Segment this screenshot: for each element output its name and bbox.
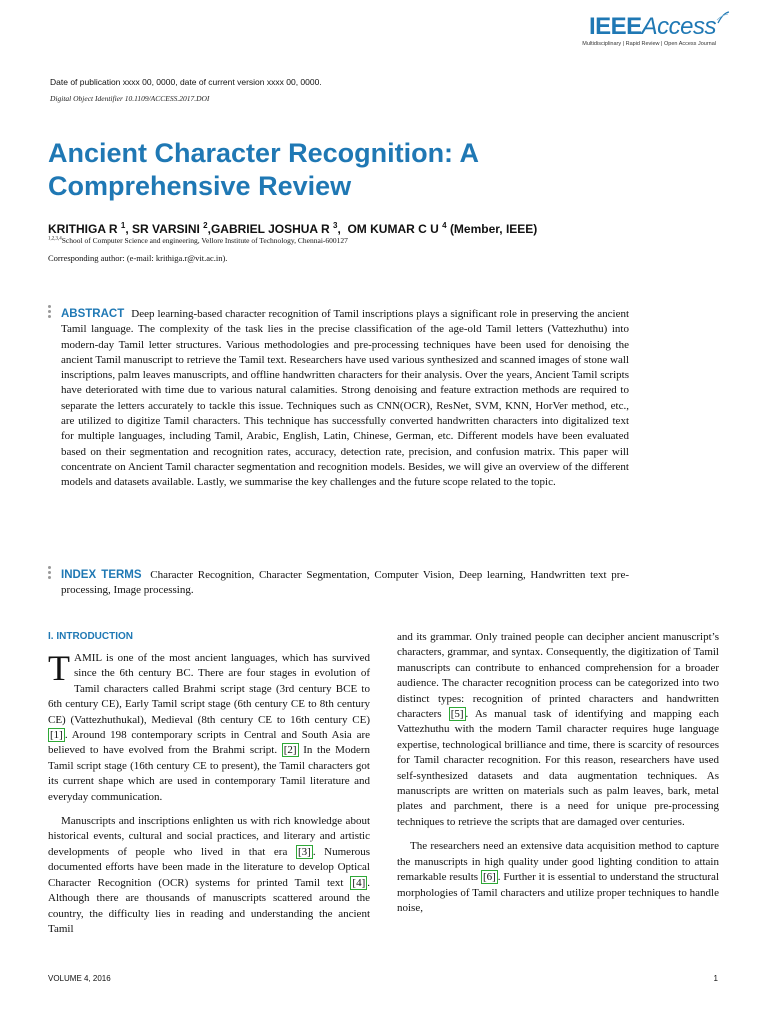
abstract-dots-icon [48,305,51,320]
footer-page-number: 1 [713,974,718,983]
logo-brand-italic: Access [641,13,716,40]
affiliation-sup: 1,2,3,4 [48,236,62,242]
citation-link[interactable]: [4] [352,876,366,889]
author-name: GABRIEL JOSHUA R [210,222,330,236]
citation-link[interactable]: [5] [450,708,464,721]
text-run: . Although there are thousands of manuscripts scattered around the country, the difficulty lies in reading and understanding the ancient Tamil [48,876,370,935]
text-run: . Numerous documented efforts have been made in the literature to develop Optical Character Recognition (OCR) systems for printed Tamil text [48,845,371,889]
right-column [397,630,719,916]
author-name: SR VARSINI [132,222,200,236]
text-run: AMIL is one of the most ancient languages, which has survived since the 6th century BC. There are four stages in evolution of Tamil characters called Brahmi script stage (3rd century BCE to 6th century CE), Early Tamil script stage (6th century CE to 8th century CE) (Vattezhuthukal), Medieval (8th century CE to 16th century CE) [48,652,370,726]
logo-tagline: Multidisciplinary | Rapid Review | Open Access Journal [582,41,716,47]
index-terms-heading: INDEX TERMS [61,569,142,581]
abstract-text: Deep learning-based character recognition of Tamil inscriptions plays a significant role in preserving the ancient Tamil language. The complexity of the task lies in the precise classification of the age-old Tamil letters (Vattezhuthu) into modern-day Tamil letter structures. Various methodologies and pre-processing techniques have been used for denoising the ancient Tamil manuscript to retrieve the Tamil text. Researchers have used various synthesized and scanned images of stone wall inscriptions, palm leaves manuscripts, and offline handwritten characters for their analysis. Over the years, Ancient Tamil scripts have deteriorated with time due to various natural calamities. Strong denoising and feature extraction methods are required to separate the letters accurately to tackle this issue. Techniques such as CNN(OCR), ResNet, SVM, KNN, HorVer method, etc., are utilized to digitize Tamil characters. This technique has successfully converted handwritten characters into digitalized text for multiple languages, including Tamil, Arabic, English, Latin, Chinese, German, etc. Different models have been evaluated based on their segmentation and recognition rates, accuracy, detection rate, precision, and confusion matrix. This paper will concentrate on Ancient Tamil character segmentation and recognition models. Besides, we will give an overview of the different models and datasets available. Lastly, we summarise the key challenges and the future scope related to the topic. [61,308,630,489]
abstract-heading: ABSTRACT [61,308,125,320]
section-heading: I. INTRODUCTION [48,631,133,642]
citation-link[interactable]: [3] [297,845,311,858]
text-run: . As manual task of identifying and mapping each Vattezhuthu with the modern Tamil character requires huge language expertise, technological brilliance and time, there is scarcity of resources for Tamil character recognition. For this reason, researchers have used self-synthesized datasets and data augmentation techniques. As manuscripts are written on materials such as palm leaves, bark, metal plates and parchment, there is a need for unique pre-processing techniques to retrieve the scripts that are damaged over centuries. [397,708,720,828]
corresponding-author: Corresponding author: (e-mail: krithiga.r@vit.ac.in). [48,253,228,263]
author-member: (Member, IEEE) [449,222,538,236]
text-run: In the Modern Tamil script stage (16th century CE to present), the Tamil characters got its current shape which are used in contemporary Tamil literature and everyday communication. [48,744,370,803]
doi-line: Digital Object Identifier 10.1109/ACCESS.2017.DOI [50,94,210,103]
citation-link[interactable]: [1] [50,729,63,742]
logo-brand-bold: IEEE [588,13,642,40]
affiliation-text: School of Computer Science and engineering, Vellore Institute of Technology, Chennai-600127 [61,236,348,245]
author-sup: 1 [120,221,126,230]
text-run: . Around 198 contemporary scripts in Central and South Asia are believed to have evolved from the Brahmi script. [48,729,370,757]
citation-link[interactable]: [2] [283,744,297,757]
author-name: KRITHIGA R [48,222,118,236]
text-run: The researchers need an extensive data acquisition method to capture the manuscripts in high quality under good lighting condition to attain remarkable results [397,840,719,884]
citation-link[interactable]: [6] [482,871,496,884]
text-run: Manuscripts and inscriptions enlighten us with rich knowledge about historical events, cultural and social practices, and literary and artistic developments of people who lived in that era [48,815,370,858]
text-run: and its grammar. Only trained people can decipher ancient manuscript’s characters, grammar, and syntax. Consequently, the digitization of Tamil manuscripts can contribute to enhanced comprehension for a broader audience. The character recognition process can be categorized into two distinct types: recognition of printed characters and handwritten characters [397,631,719,721]
author-sup: 4 [442,221,447,230]
footer-volume: VOLUME 4, 2016 [48,974,111,983]
author-name: OM KUMAR C U [347,222,439,236]
left-column [48,630,370,937]
index-terms-text: Character Recognition, Character Segmentation, Computer Vision, Deep learning, Handwritten text pre-processing, Image processing. [61,569,630,597]
affiliation [48,236,348,245]
intro-paragraph-2 [48,814,370,937]
publication-date: Date of publication xxxx 00, 0000, date of current version xxxx 00, 0000. [50,77,322,87]
paper-title: Ancient Character Recognition: A Comprehensive Review [48,138,479,201]
author-list: KRITHIGA R $^1$, SR VARSINI $^2$,GABRIEL JOSHUA R $^3$, OM KUMAR C U $^4$ (Member, IEEE) [48,221,538,236]
drop-cap: T [48,648,70,688]
logo-swoosh-icon [716,11,730,25]
intro-paragraph-3 [397,630,719,830]
index-terms [61,568,629,599]
author-sup: 3 [333,221,338,230]
text-run: . Further it is essential to understand the structural morphologies of Tamil characters and utilize proper techniques to handle noise, [397,871,719,914]
index-terms-dots-icon [48,566,51,581]
journal-logo [582,14,716,47]
intro-paragraph-1 [48,648,370,805]
abstract [61,307,629,491]
intro-paragraph-4 [397,839,719,916]
author-sup: 2 [203,221,208,230]
